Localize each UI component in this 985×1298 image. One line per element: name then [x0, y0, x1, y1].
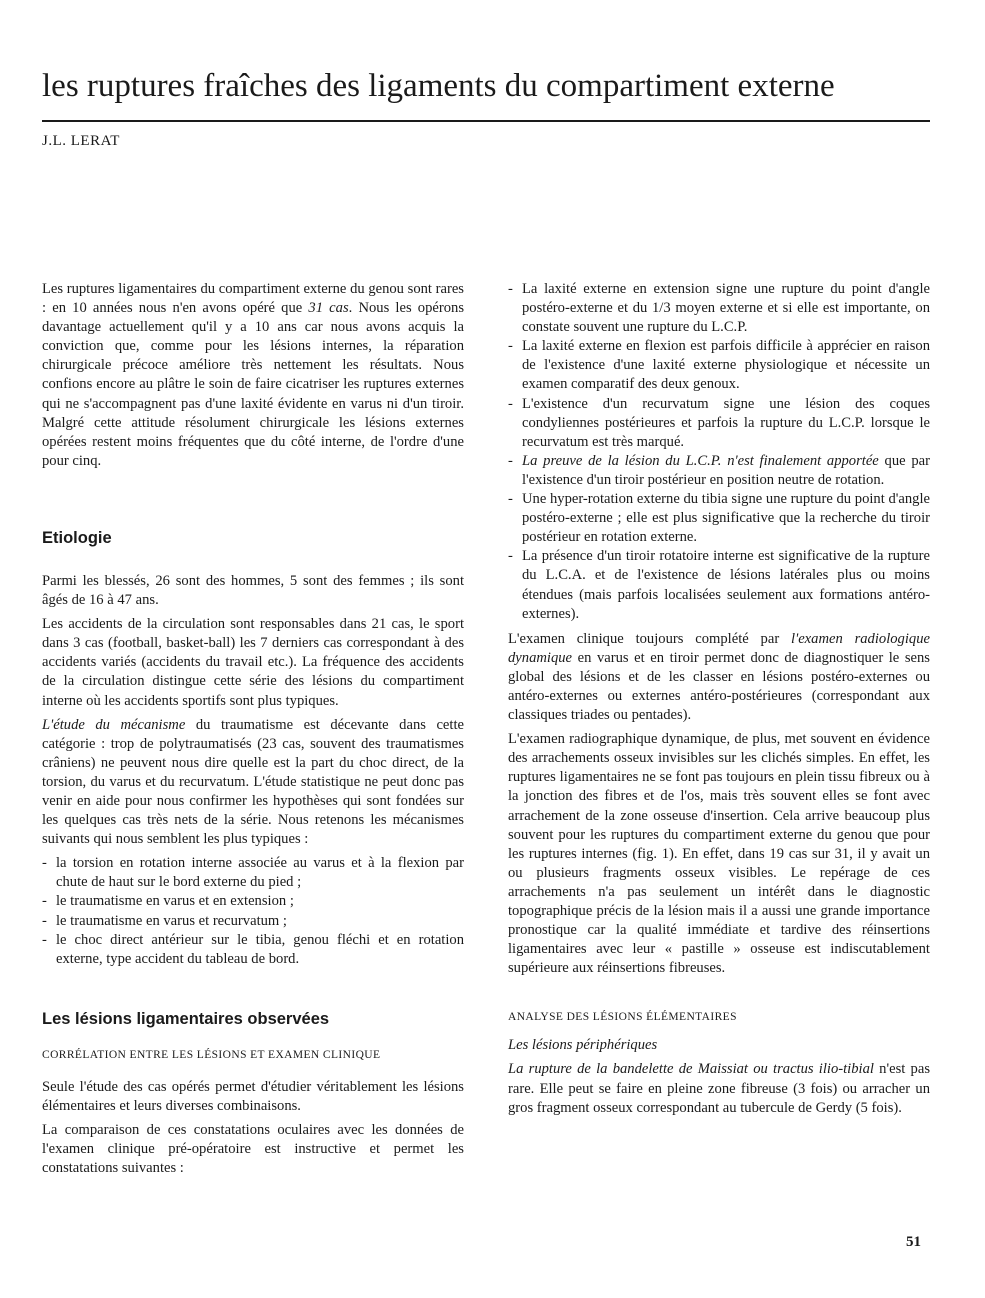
paragraph [508, 1060, 930, 1117]
page-number: 51 [906, 1234, 921, 1250]
title-rule [42, 120, 930, 122]
author: J.L. LERAT [42, 133, 120, 149]
subheading-peripheriques [508, 1036, 930, 1055]
emphasis: Les lésions périphériques [508, 1037, 658, 1054]
right-column [508, 280, 930, 1123]
paragraph [508, 630, 930, 725]
paragraph [42, 716, 464, 850]
paragraph: La comparaison de ces constatations oculaires avec les données de l'examen clinique pré-opératoire est instructive et permet les constatations suivantes : [42, 1122, 464, 1177]
spacer [508, 983, 930, 1009]
heading-lesions: Les lésions ligamentaires observées [42, 1009, 330, 1028]
paragraph: Les accidents de la circulation sont responsables dans 21 cas, le sport dans 3 cas (football, basket-ball) les 7 derniers cas correspondant à des accidents variés (accidents du travail etc.). La fréquence des accidents de la circulation distingue cette série des lésions du compartiment interne où les accidents sportifs sont plus typiques. [42, 616, 464, 709]
list-item: - La laxité externe en extension signe une rupture du point d'angle postéro-externe et du 1/3 moyen externe et si elle est importante, on constate souvent une rupture du L.C.P. [508, 280, 930, 337]
spacer [42, 969, 464, 1009]
emphasis: l'examen radiologique dynamique [508, 630, 930, 666]
spacer [42, 1029, 464, 1047]
paragraph-text-cont: en varus et en tiroir permet donc de diagnostiquer le sens global des lésions et de les classer en lésions postéro-externes ou antéro-externes ou externes antéro-postérieures (correspondant aux classiques triades ou pentades). [508, 649, 930, 724]
list-item: - Une hyper-rotation externe du tibia signe une rupture du point d'angle postéro-externe ; elle est plus significative que la recherche du tiroir postérieur en rotation externe. [508, 490, 930, 547]
intro-text: Les ruptures ligamentaires du compartiment externe du genou sont rares : en 10 années nous n'en avons opéré que [42, 281, 464, 317]
paragraph-text: L'examen clinique toujours complété par [508, 630, 792, 647]
intro-emphasis: 31 cas [308, 300, 349, 317]
heading-etiologie: Etiologie [42, 528, 112, 547]
intro-paragraph [42, 280, 464, 471]
list-item: - le choc direct antérieur sur le tibia, genou fléchi et en rotation externe, type accident du tableau de bord. [42, 931, 464, 969]
paragraph: L'examen radiographique dynamique, de plus, met souvent en évidence des arrachements osseux invisibles sur les clichés simples. En effet, les ruptures ligamentaires ne se font pas toujours en plein tissu fibreux ou à la jonction des fibres et de l'os, mais très souvent elles se font avec arrachement de la zone osseuse d'insertion. Cela arrive beaucoup plus souvent pour les ruptures du compartiment externe du genou que pour les ruptures internes (fig. 1). En effet, dans 19 cas sur 31, il y avait un ou plusieurs fragments osseux visibles. Le repérage de ces arrachements n'a pas seulement un intérêt dans le diagnostic topographique précis de la lésion mais il a aussi une grande importance pronostique car la qualité immédiate et tardive des réinsertions ligamentaires avec leur « pastille » osseuse est indiscutablement supérieure aux réinsertions fibreuses. [508, 731, 930, 977]
intro-text-cont: . Nous les opérons davantage actuellement qu'il y a 10 ans car nous avons acquis la conviction que, comme pour les lésions internes, la réparation chirurgicale précoce améliore très nettement les résultats. Nous confions encore au plâtre le soin de faire cicatriser les ruptures externes qui ne s'accompagnent pas d'une laxité évidente en varus ni d'un tiroir. Malgré cette attitude résolument chirurgicale les lésions externes opérées restent moins fréquentes que du côté interne, de l'ordre d'une pour cinq. [42, 300, 464, 469]
list-item-text: que par l'existence d'un tiroir postérieur en position neutre de rotation. [522, 452, 930, 488]
subheading-analyse: ANALYSE DES LÉSIONS ÉLÉMENTAIRES [508, 1011, 737, 1024]
emphasis: La rupture de la bandelette de Maissiat ou tractus ilio-tibial [508, 1061, 874, 1078]
paragraph: Seule l'étude des cas opérés permet d'étudier véritablement les lésions élémentaires et leurs diverses combinaisons. [42, 1078, 464, 1114]
list-item [508, 452, 930, 490]
list-item: - La laxité externe en flexion est parfois difficile à apprécier en raison de l'existence d'une laxité externe physiologique et nécessite un examen comparatif des deux genoux. [508, 337, 930, 394]
findings-list [508, 280, 930, 624]
subheading-correlation: CORRÉLATION ENTRE LES LÉSIONS ET EXAMEN CLINIQUE [42, 1048, 381, 1061]
paragraph-text: n'est pas rare. Elle peut se faire en pleine zone fibreuse (3 fois) ou arracher un gros fragment osseux correspondant au tubercule de Gerdy (5 fois). [508, 1061, 931, 1116]
mechanism-list [42, 854, 464, 969]
spacer [42, 548, 464, 572]
emphasis: L'étude du mécanisme [42, 716, 186, 733]
list-item: - la torsion en rotation interne associée au varus et à la flexion par chute de haut sur le bord externe du pied ; [42, 854, 464, 892]
spacer [42, 1068, 464, 1078]
spacer [42, 476, 464, 528]
paragraph: Parmi les blessés, 26 sont des hommes, 5 sont des femmes ; ils sont âgés de 16 à 47 ans. [42, 572, 464, 609]
page-title: les ruptures fraîches des ligaments du compartiment externe [42, 68, 835, 104]
paragraph-text: du traumatisme est décevante dans cette catégorie : trop de polytraumatisés (23 cas, souvent des traumatismes crâniens) ne peuvent nous dire quelle est la part du choc direct, de la torsion, du varus et du recurvatum. L'étude statistique ne peut donc pas venir en aide pour nous confirmer les hypothèses qui sont fondées sur les quelques cas très nets de la série. Nous retenons les mécanismes suivants qui nous semblent les plus typiques : [42, 716, 464, 848]
list-item: - le traumatisme en varus et en extension ; [42, 892, 464, 911]
list-item: - La présence d'un tiroir rotatoire interne est significative de la rupture du L.C.A. et de l'existence de lésions latérales plus ou moins étendues (mais parfois localisées seulement aux formations antéro-externes). [508, 547, 930, 623]
emphasis: La preuve de la lésion du L.C.P. n'est finalement apportée [522, 452, 879, 469]
left-column [42, 280, 464, 1183]
list-item: - le traumatisme en varus et recurvatum ; [42, 912, 464, 931]
list-item: - L'existence d'un recurvatum signe une lésion des coques condyliennes postérieures et parfois la rupture du L.C.P. lorsque le recurvatum est très marqué. [508, 395, 930, 452]
